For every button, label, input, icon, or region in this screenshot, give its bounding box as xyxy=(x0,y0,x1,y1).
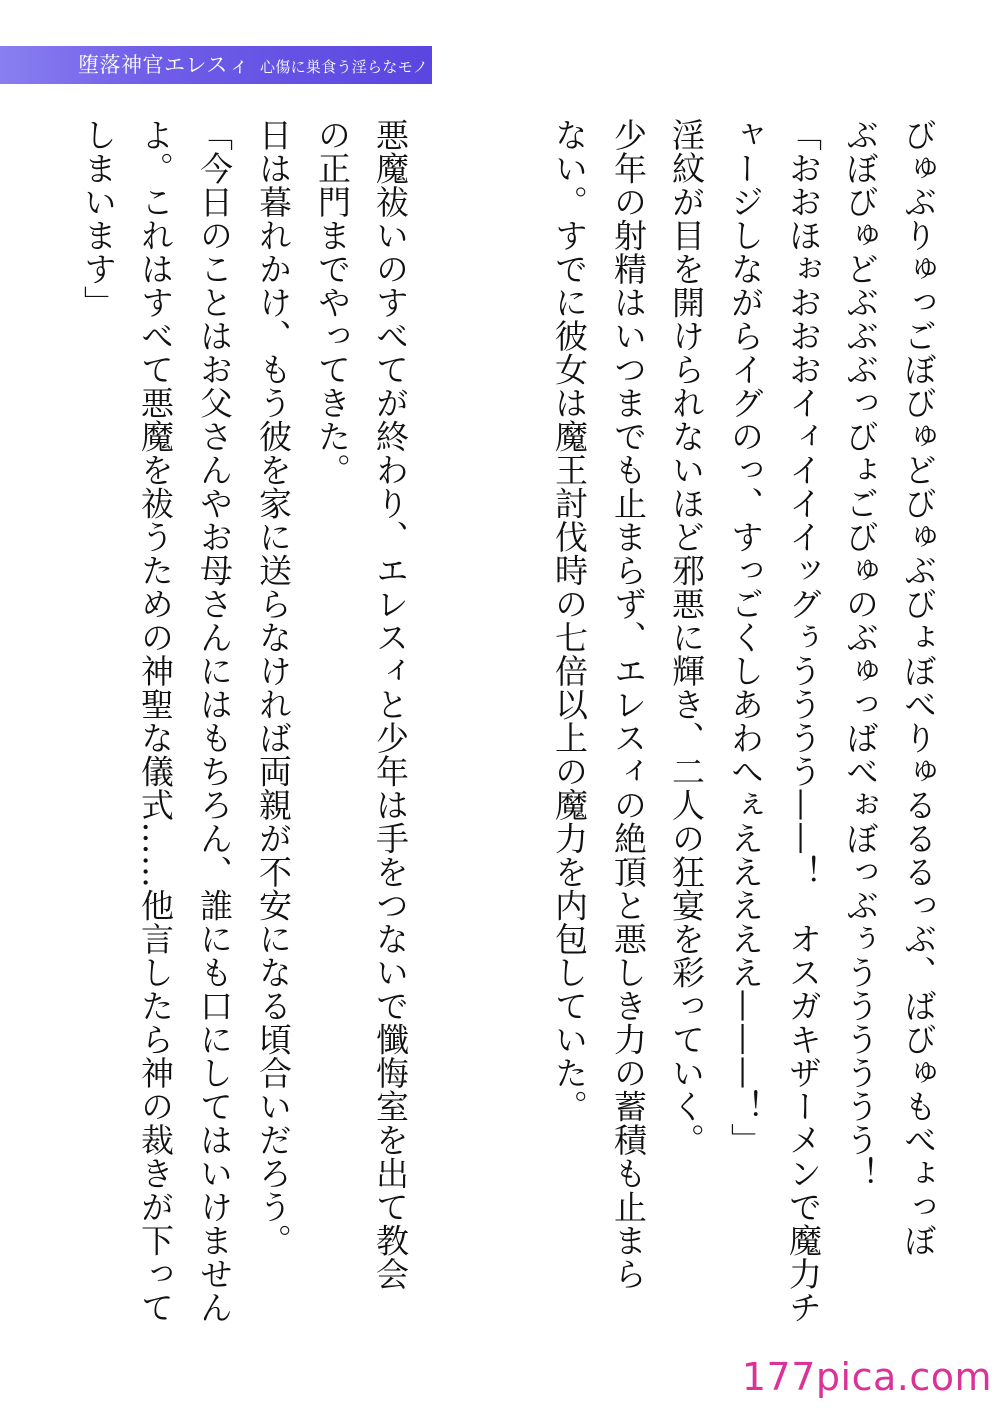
text-column: よ。これはすべて悪魔を祓うための神聖な儀式……他言したら神の裁きが下って xyxy=(136,118,175,1324)
header-band xyxy=(0,46,432,84)
book-subtitle: 心傷に巣食う淫らなモノ xyxy=(260,58,429,76)
text-column: 少年の射精はいつまでも止まらず、エレスィの絶頂と悪しき力の蓄積も止まら xyxy=(609,118,648,1291)
text-column: 日は暮れかけ、もう彼を家に送らなければ両親が不安になる頃合いだろう。 xyxy=(254,118,293,1257)
text-column: 淫紋が目を開けられないほど邪悪に輝き、二人の狂宴を彩っていく。 xyxy=(667,118,706,1157)
page-header-title xyxy=(78,46,428,84)
text-column: 「今日のことはお父さんやお母さんにはもちろん、誰にも口にしてはいけません xyxy=(195,118,234,1324)
text-column: ない。すでに彼女は魔王討伐時の七倍以上の魔力を内包していた。 xyxy=(550,118,589,1123)
text-column: しまいます」 xyxy=(79,118,118,319)
text-column: 悪魔祓いのすべてが終わり、エレスィと少年は手をつないで懺悔室を出て教会 xyxy=(371,118,410,1291)
book-title: 堕落神官エレスィ xyxy=(78,53,250,77)
watermark: 177pica.com xyxy=(741,1355,992,1399)
text-column: ャージしながらイグのっ、すっごくしあわへぇえええええ———！」 xyxy=(726,118,765,1157)
text-column: びゅぶりゅっごぼびゅどびゅぶびょぼべりゅるるるっぶ、ばびゅもべょっぼ xyxy=(899,118,938,1257)
text-column: ぶぼびゅどぶぶぶっびょごびゅのぶゅっばべぉぼっぶぅうううううう！ xyxy=(841,118,880,1190)
text-column: の正門までやってきた。 xyxy=(313,118,352,487)
text-column: 「おおほぉおおおイィイイイッグぅうううう——！ オスガキザーメンで魔力チ xyxy=(784,118,823,1324)
